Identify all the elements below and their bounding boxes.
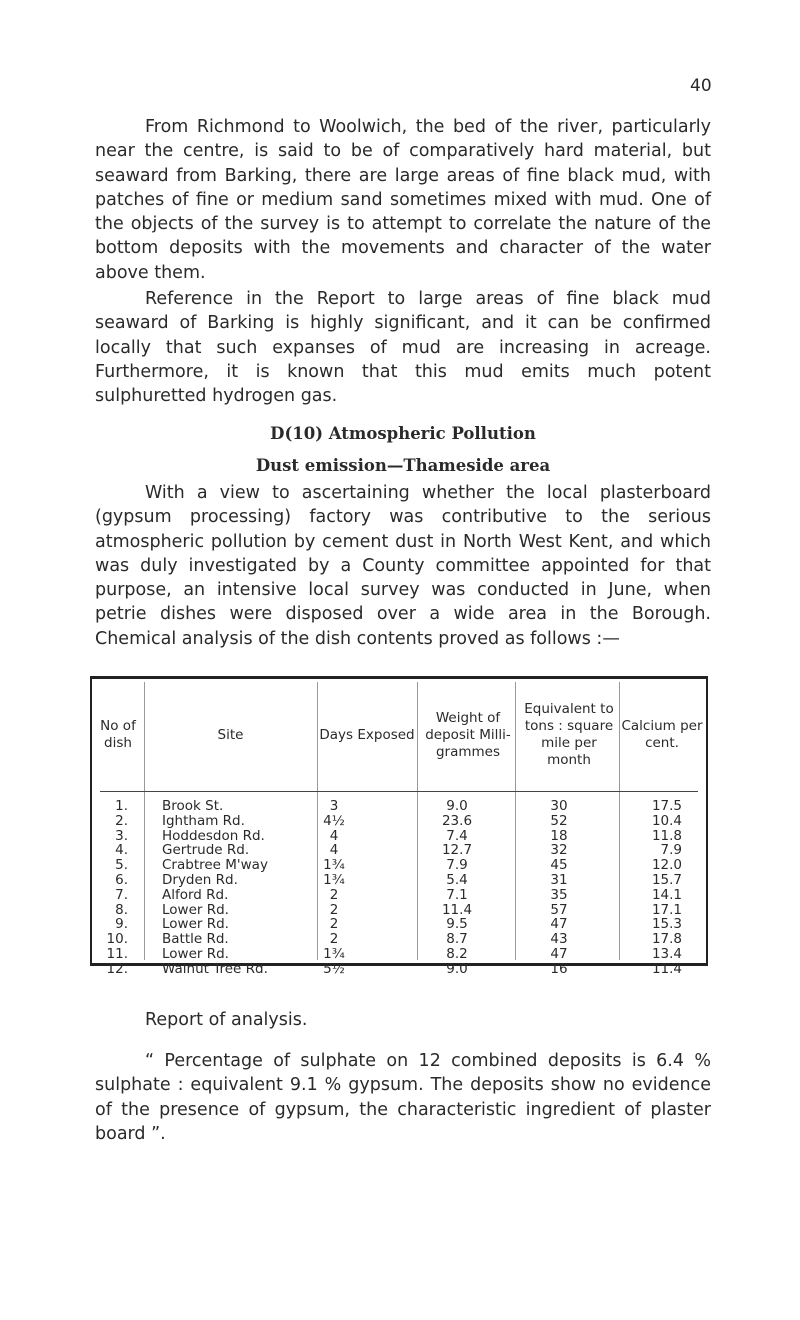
- cell-equiv: 35: [550, 886, 568, 903]
- cell-no: 9.: [115, 916, 128, 933]
- header-weight: Weight of deposit Milli- grammes: [425, 709, 511, 760]
- table-row: [92, 917, 706, 932]
- cell-equiv: 43: [550, 931, 568, 948]
- cell-no: 11.: [106, 945, 128, 962]
- cell-site: Gertrude Rd.: [162, 842, 250, 859]
- cell-no: 10.: [106, 931, 128, 948]
- cell-equiv: 32: [550, 842, 568, 859]
- cell-calcium: 12.0: [651, 857, 682, 874]
- cell-no: 5.: [115, 857, 128, 874]
- cell-no: 4.: [115, 842, 128, 859]
- cell-equiv: 57: [550, 901, 568, 918]
- cell-days: 2: [329, 916, 339, 933]
- cell-site: Walnut Tree Rd.: [162, 960, 268, 977]
- table-row: [92, 873, 706, 888]
- cell-site: Brook St.: [162, 798, 224, 814]
- cell-site: Dryden Rd.: [162, 871, 238, 888]
- table-row: [92, 829, 706, 844]
- cell-equiv: 47: [550, 916, 568, 933]
- header-days: Days Exposed: [319, 726, 415, 743]
- table-row: [92, 962, 706, 977]
- cell-site: Hoddesdon Rd.: [162, 827, 265, 844]
- cell-calcium: 14.1: [651, 886, 682, 903]
- table-row: [92, 903, 706, 918]
- table-row: [92, 858, 706, 873]
- header-rule: [100, 791, 698, 792]
- survey-paragraph-block: [95, 481, 711, 665]
- page-number: 40: [690, 76, 712, 96]
- cell-weight: 9.0: [446, 798, 468, 814]
- cell-calcium: 15.7: [651, 871, 682, 888]
- cell-calcium: 7.9: [660, 842, 682, 859]
- report-paragraph-block: [95, 287, 711, 422]
- intro-paragraph: [95, 115, 711, 299]
- cell-no: 6.: [115, 871, 128, 888]
- cell-site: Lower Rd.: [162, 945, 229, 962]
- cell-equiv: 52: [550, 812, 568, 829]
- cell-site: Lower Rd.: [162, 901, 229, 918]
- cell-calcium: 10.4: [651, 812, 682, 829]
- quote-paragraph-block: [95, 1049, 711, 1160]
- section-heading-block: [95, 422, 711, 446]
- cell-site: Alford Rd.: [162, 886, 229, 903]
- table-row: [92, 932, 706, 947]
- table-row: [92, 947, 706, 962]
- table-row: [92, 888, 706, 903]
- cell-days: 1¾: [323, 857, 345, 874]
- cell-equiv: 18: [550, 827, 568, 844]
- cell-weight: 9.0: [446, 960, 468, 977]
- cell-days: 2: [329, 931, 339, 948]
- dust-table: [90, 676, 708, 977]
- header-equivalent: Equivalent to tons : square mile per month: [524, 701, 614, 768]
- cell-days: 5½: [323, 960, 345, 977]
- cell-days: 4: [329, 842, 339, 859]
- cell-weight: 7.1: [446, 886, 468, 903]
- table-row: [92, 843, 706, 858]
- cell-equiv: 47: [550, 945, 568, 962]
- cell-days: 2: [329, 901, 339, 918]
- table-row: [92, 814, 706, 829]
- cell-calcium: 17.8: [651, 931, 682, 948]
- cell-weight: 5.4: [446, 871, 468, 888]
- cell-weight: 23.6: [441, 812, 473, 829]
- header-no: No of dish: [100, 718, 136, 751]
- cell-weight: 11.4: [441, 901, 473, 918]
- report-label: Report of analysis.: [145, 1010, 308, 1030]
- cell-days: 3: [329, 798, 339, 814]
- cell-days: 2: [329, 886, 339, 903]
- cell-no: 7.: [115, 886, 128, 903]
- cell-weight: 8.7: [446, 931, 468, 948]
- cell-no: 1.: [115, 798, 128, 814]
- cell-calcium: 11.8: [651, 827, 682, 844]
- cell-no: 8.: [115, 901, 128, 918]
- header-calcium: Calcium per cent.: [621, 718, 703, 751]
- paragraph-analysis-quote: “ Percentage of sulphate on 12 combined deposits is 6.4 % sulphate : equivalent 9.1 % gypsum. The deposits show no evidence of the presence of gypsum, the characteristic ingredient of plaster board ”.: [95, 1051, 711, 1144]
- cell-no: 12.: [106, 960, 128, 977]
- header-site: Site: [217, 726, 244, 743]
- cell-site: Lower Rd.: [162, 916, 229, 933]
- cell-site: Battle Rd.: [162, 931, 229, 948]
- cell-days: 4½: [323, 812, 345, 829]
- cell-weight: 8.2: [446, 945, 468, 962]
- cell-equiv: 31: [550, 871, 568, 888]
- cell-days: 4: [329, 827, 339, 844]
- cell-site: Crabtree M'way: [162, 857, 268, 874]
- cell-calcium: 11.4: [651, 960, 682, 977]
- table-body: [92, 799, 706, 977]
- cell-weight: 7.9: [446, 857, 468, 874]
- cell-site: Ightham Rd.: [162, 812, 245, 829]
- cell-calcium: 15.3: [651, 916, 682, 933]
- cell-no: 3.: [115, 827, 128, 844]
- cell-calcium: 17.5: [651, 798, 682, 814]
- cell-calcium: 13.4: [651, 945, 682, 962]
- cell-calcium: 17.1: [651, 901, 682, 918]
- cell-weight: 9.5: [446, 916, 468, 933]
- section-heading: D(10) Atmospheric Pollution: [270, 424, 536, 443]
- cell-weight: 12.7: [441, 842, 473, 859]
- cell-equiv: 30: [550, 798, 568, 814]
- subsection-heading: Dust emission—Thameside area: [255, 456, 551, 475]
- cell-no: 2.: [115, 812, 128, 829]
- table-row: [92, 799, 706, 814]
- cell-weight: 7.4: [446, 827, 468, 844]
- paragraph-black-mud: Reference in the Report to large areas of fine black mud seaward of Barking is highly significant, and it can be confirmed locally that such expanses of mud are increasing in acreage. Furthermore, it is known that this mud emits much potent sulphuretted hydrogen gas.: [95, 289, 711, 407]
- subsection-heading-block: [95, 454, 711, 478]
- cell-equiv: 45: [550, 857, 568, 874]
- paragraph-river-bed: From Richmond to Woolwich, the bed of the river, particularly near the centre, is said to be of comparatively hard material, but seaward from Barking, there are large areas of fine black mud, with patches of fine or medium sand sometimes mixed with mud. One of the objects of the survey is to attempt to correlate the nature of the bottom deposits with the movements and character of the water above them.: [95, 117, 711, 283]
- paragraph-survey: With a view to ascertaining whether the local plasterboard (gypsum processing) factory was contributive to the serious atmospheric pollution by cement dust in North West Kent, and which was duly investigated by a County committee appointed for that purpose, an intensive local survey was conducted in June, when petrie dishes were disposed over a wide area in the Borough. Chemical analysis of the dish contents proved as follows :—: [95, 483, 711, 649]
- report-label-block: [95, 1008, 711, 1046]
- cell-days: 1¾: [323, 945, 345, 962]
- cell-equiv: 16: [550, 960, 568, 977]
- cell-days: 1¾: [323, 871, 345, 888]
